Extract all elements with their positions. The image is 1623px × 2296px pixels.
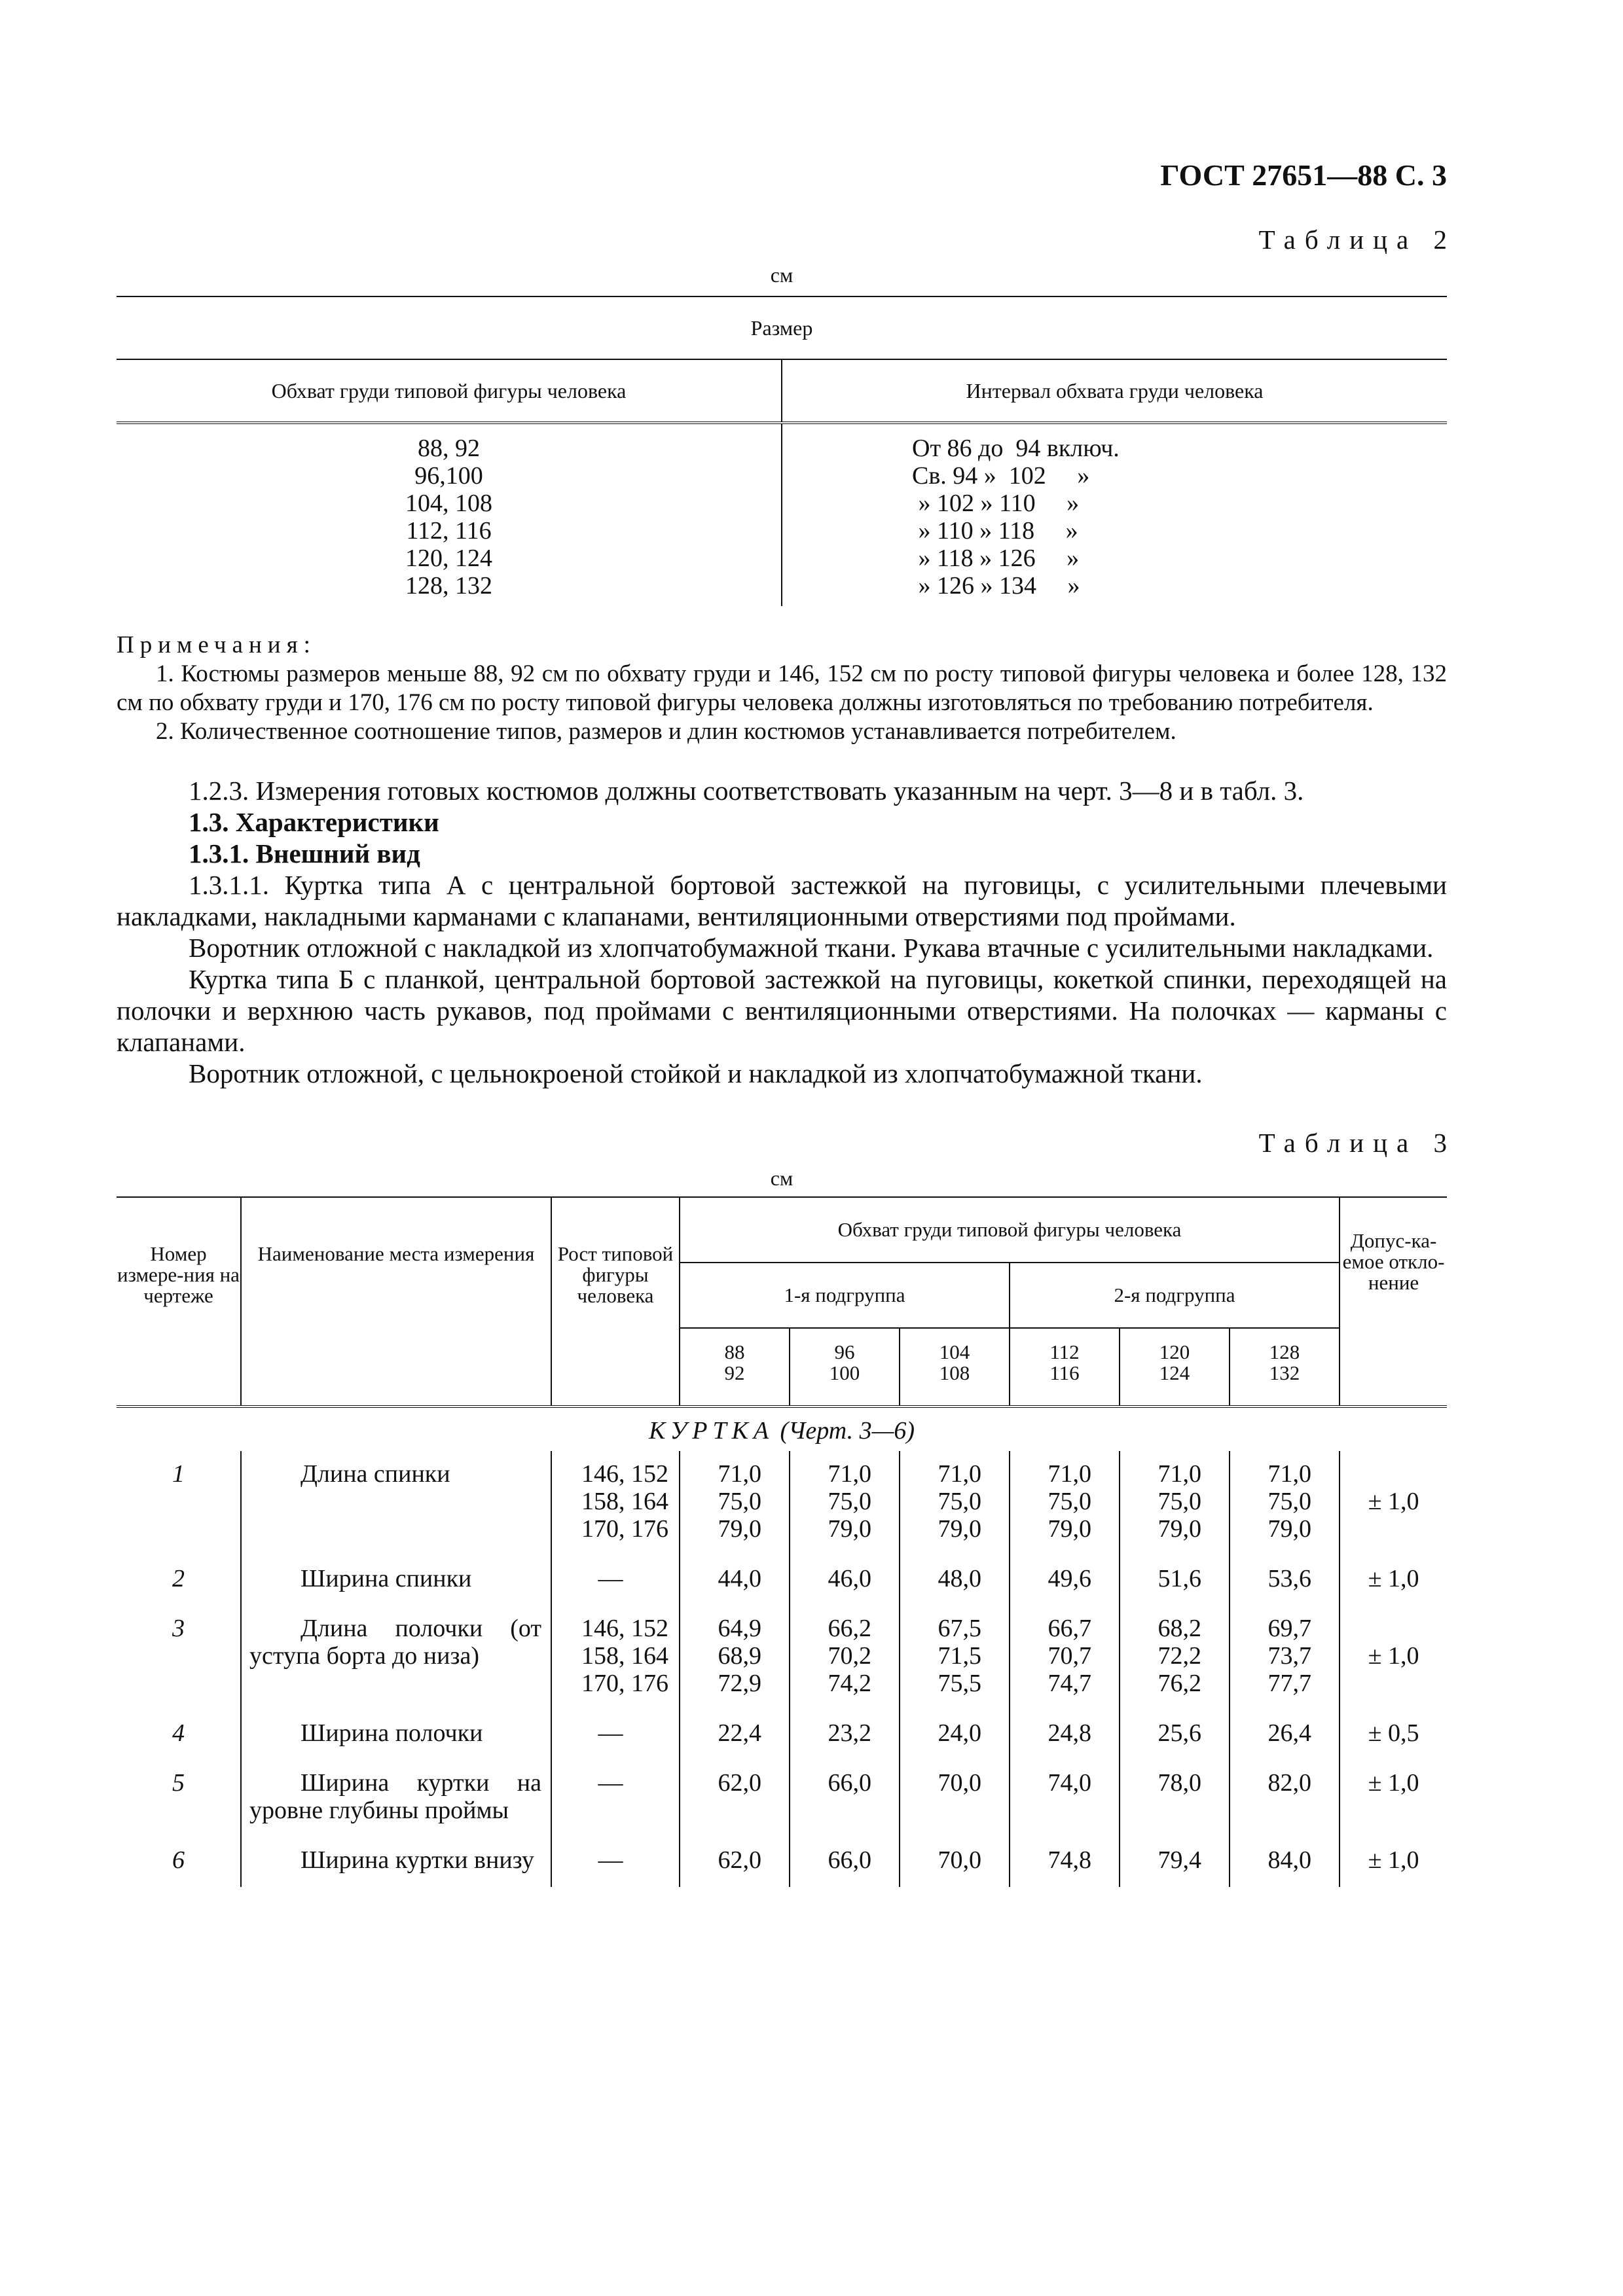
value-cell	[1010, 1837, 1120, 1887]
value: 79,0	[938, 1515, 981, 1543]
value: 75,0	[828, 1488, 871, 1515]
height-value: 158, 164	[581, 1642, 668, 1670]
value-cell	[1010, 1605, 1120, 1710]
table3-section-title	[117, 1407, 1447, 1451]
measurement-name-text: Ширина спинки	[301, 1565, 472, 1592]
size-header-120-124	[1120, 1328, 1230, 1407]
document-page	[117, 157, 1456, 1887]
table3-tolerance-header: Допус-ка-емое откло-нение	[1340, 1197, 1447, 1407]
paragraph-collar-a: Воротник отложной с накладкой из хлопчатобумажной ткани. Рукава втачные с усилительными накладками.	[189, 933, 1434, 963]
value: 25,6	[1158, 1719, 1201, 1747]
size-value: 104, 108	[405, 490, 492, 517]
size-header-line: 132	[1269, 1361, 1300, 1384]
value: 66,0	[828, 1769, 871, 1797]
size-header-line: 128	[1269, 1340, 1300, 1363]
table3-chest-header: Обхват груди типовой фигуры человека	[680, 1197, 1340, 1263]
height-value: 158, 164	[581, 1488, 668, 1515]
table2-group-header: Размер	[117, 296, 1447, 359]
measurement-name-text: Ширина куртки внизу	[301, 1846, 534, 1874]
value-cell	[900, 1556, 1010, 1605]
value: 62,0	[718, 1769, 761, 1797]
tolerance-value: ± 1,0	[1340, 1760, 1447, 1837]
value-cell	[790, 1837, 900, 1887]
value: 70,7	[1048, 1642, 1091, 1670]
heading-1-3: 1.3. Характеристики	[189, 807, 439, 837]
value: 84,0	[1267, 1846, 1312, 1874]
value: 51,6	[1158, 1565, 1201, 1592]
value-cell	[680, 1605, 790, 1710]
value-cell	[900, 1710, 1010, 1760]
section-name: КУРТКА	[648, 1417, 775, 1444]
value: 66,2	[828, 1615, 871, 1642]
value: 79,0	[828, 1515, 871, 1543]
tolerance-value: ± 0,5	[1340, 1710, 1447, 1760]
table3-height-header: Рост типовой фигуры человека	[551, 1197, 680, 1407]
measurement-name-text: Длина спинки	[301, 1460, 450, 1488]
interval-value: » 102 » 110 »	[912, 490, 1080, 517]
value: 74,8	[1048, 1846, 1091, 1874]
value-cell	[1120, 1760, 1230, 1837]
table3-num-header: Номер измере-ния на чертеже	[117, 1197, 241, 1407]
height-value: —	[598, 1769, 623, 1797]
section-ref: (Черт. 3—6)	[780, 1417, 915, 1444]
value-cell	[1230, 1556, 1340, 1605]
size-header-line: 120	[1159, 1340, 1190, 1363]
value-cell	[1120, 1605, 1230, 1710]
size-header-line: 116	[1049, 1361, 1080, 1384]
value-cell	[1120, 1556, 1230, 1605]
value-cell	[1010, 1556, 1120, 1605]
paragraph-jacket-b: Куртка типа Б с планкой, центральной бортовой застежкой на пуговицы, кокеткой спинки, переходящей на полочки и верхнюю часть рукавов, под проймами с вентиляционными отверстиями. На полочках — карманы с клапанами.	[117, 964, 1447, 1057]
size-value: 128, 132	[405, 572, 492, 600]
value-cell	[790, 1451, 900, 1556]
value: 70,0	[938, 1846, 981, 1874]
value: 46,0	[828, 1565, 871, 1592]
value-cell	[1010, 1710, 1120, 1760]
tolerance-value: ± 1,0	[1340, 1837, 1447, 1887]
height-cell	[551, 1710, 680, 1760]
value-cell	[1230, 1710, 1340, 1760]
value: 49,6	[1048, 1565, 1091, 1592]
interval-value: » 118 » 126 »	[912, 545, 1080, 572]
tolerance-value: ± 1,0	[1340, 1451, 1447, 1556]
measurement-number: 5	[172, 1769, 185, 1797]
table-row	[117, 1710, 1447, 1760]
value: 71,0	[718, 1460, 761, 1488]
table3-caption: Таблица 3	[1258, 1128, 1456, 1158]
notes-title: Примечания:	[117, 632, 316, 658]
value: 48,0	[938, 1565, 981, 1592]
value: 75,0	[1158, 1488, 1201, 1515]
interval-value: » 110 » 118 »	[912, 517, 1078, 545]
measurement-number: 1	[172, 1460, 185, 1488]
table-row	[117, 1760, 1447, 1837]
value: 71,0	[1048, 1460, 1091, 1488]
height-cell	[551, 1556, 680, 1605]
value: 79,0	[718, 1515, 761, 1543]
value: 82,0	[1267, 1769, 1312, 1797]
size-value: 120, 124	[405, 545, 492, 572]
value: 74,2	[828, 1670, 871, 1697]
value: 71,0	[938, 1460, 981, 1488]
size-value: 96,100	[414, 462, 483, 490]
table2-unit: см	[770, 263, 793, 287]
measurement-name	[241, 1451, 551, 1556]
height-cell	[551, 1837, 680, 1887]
value: 68,2	[1158, 1615, 1201, 1642]
value-cell	[680, 1451, 790, 1556]
table2-col2-header: Интервал обхвата груди человека	[782, 359, 1447, 423]
value-cell	[1120, 1837, 1230, 1887]
measurement-name-text: Ширина куртки на уровне глубины проймы	[249, 1769, 541, 1824]
size-value: 88, 92	[418, 435, 480, 462]
value: 76,2	[1158, 1670, 1201, 1697]
note-2: 2. Количественное соотношение типов, размеров и длин костюмов устанавливается потребителем.	[156, 718, 1176, 745]
value-cell	[680, 1710, 790, 1760]
value: 62,0	[718, 1846, 761, 1874]
size-header-128-132	[1230, 1328, 1340, 1407]
value: 71,5	[938, 1642, 981, 1670]
height-value: —	[598, 1565, 623, 1592]
value: 78,0	[1158, 1769, 1201, 1797]
tolerance-value: ± 1,0	[1340, 1605, 1447, 1710]
value: 24,0	[938, 1719, 981, 1747]
height-cell	[551, 1451, 680, 1556]
measurement-name-text: Длина полочки (от уступа борта до низа)	[249, 1615, 541, 1670]
value: 71,0	[828, 1460, 871, 1488]
value-cell	[790, 1710, 900, 1760]
value-cell	[790, 1760, 900, 1837]
value: 66,7	[1048, 1615, 1091, 1642]
height-cell	[551, 1760, 680, 1837]
value: 23,2	[828, 1719, 871, 1747]
interval-value: Св. 94 » 102 »	[912, 462, 1090, 490]
value: 64,9	[718, 1615, 761, 1642]
height-value: 170, 176	[581, 1670, 668, 1697]
value-cell	[900, 1760, 1010, 1837]
value: 72,9	[718, 1670, 761, 1697]
value: 74,0	[1048, 1769, 1091, 1797]
value-cell	[1230, 1451, 1340, 1556]
table-row	[117, 1451, 1447, 1556]
notes	[117, 631, 1447, 746]
height-value: 146, 152	[581, 1615, 668, 1642]
table-row	[117, 1605, 1447, 1710]
value: 74,7	[1048, 1670, 1091, 1697]
table3-subgroup-1: 1-я подгруппа	[680, 1263, 1010, 1328]
size-header-line: 96	[834, 1340, 855, 1363]
value: 66,0	[828, 1846, 871, 1874]
table2-caption: Таблица 2	[1258, 224, 1456, 255]
height-value: 146, 152	[581, 1460, 668, 1488]
table3-name-header: Наименование места измерения	[241, 1197, 551, 1407]
size-header-112-116	[1010, 1328, 1120, 1407]
value-cell	[790, 1605, 900, 1710]
value: 26,4	[1267, 1719, 1312, 1747]
value-cell	[900, 1451, 1010, 1556]
tolerance-value: ± 1,0	[1340, 1556, 1447, 1605]
measurement-name	[241, 1837, 551, 1887]
interval-value: От 86 до 94 включ.	[912, 435, 1120, 462]
size-header-line: 108	[939, 1361, 970, 1384]
note-1: 1. Костюмы размеров меньше 88, 92 см по обхвату груди и 146, 152 см по росту типовой фигуры человека и более 128, 132 см по обхвату груди и 170, 176 см по росту типовой фигуры человека должны изготовляться по требованию потребителя.	[117, 660, 1447, 716]
measurement-number: 3	[172, 1615, 185, 1642]
value: 79,0	[1048, 1515, 1091, 1543]
table2-col1-header: Обхват груди типовой фигуры человека	[117, 359, 782, 423]
value: 70,0	[938, 1769, 981, 1797]
value: 53,6	[1267, 1565, 1312, 1592]
value: 24,8	[1048, 1719, 1091, 1747]
page-header: ГОСТ 27651—88 С. 3	[1160, 158, 1447, 192]
value-cell	[1230, 1605, 1340, 1710]
size-header-88-92	[680, 1328, 790, 1407]
value: 68,9	[718, 1642, 761, 1670]
value-cell	[680, 1760, 790, 1837]
value: 22,4	[718, 1719, 761, 1747]
value-cell	[1010, 1451, 1120, 1556]
table2-intervals-cell	[782, 423, 1447, 606]
heading-1-3-1: 1.3.1. Внешний вид	[189, 838, 420, 869]
value: 73,7	[1267, 1642, 1312, 1670]
measurement-name	[241, 1605, 551, 1710]
value-cell	[1010, 1760, 1120, 1837]
size-header-96-100	[790, 1328, 900, 1407]
value: 75,0	[1048, 1488, 1091, 1515]
measurement-number: 2	[172, 1565, 185, 1592]
measurement-number: 6	[172, 1846, 185, 1874]
measurement-name	[241, 1556, 551, 1605]
height-value: 170, 176	[581, 1515, 668, 1543]
table3-subgroup-2: 2-я подгруппа	[1010, 1263, 1340, 1328]
measurement-name	[241, 1760, 551, 1837]
size-header-line: 124	[1159, 1361, 1190, 1384]
value: 72,2	[1158, 1642, 1201, 1670]
value-cell	[1120, 1710, 1230, 1760]
table2	[117, 296, 1447, 606]
interval-value: » 126 » 134 »	[912, 572, 1080, 600]
value: 75,0	[718, 1488, 761, 1515]
height-value: —	[598, 1846, 623, 1874]
size-header-104-108	[900, 1328, 1010, 1407]
paragraph-1-3-1-1: 1.3.1.1. Куртка типа А с центральной бортовой застежкой на пуговицы, с усилительными плечевыми накладками, накладными карманами с клапанами, вентиляционными отверстиями под проймами.	[117, 870, 1447, 931]
value: 69,7	[1267, 1615, 1312, 1642]
value: 77,7	[1267, 1670, 1312, 1697]
table3-unit: см	[770, 1166, 793, 1190]
value-cell	[1230, 1760, 1340, 1837]
value-cell	[1120, 1451, 1230, 1556]
size-header-line: 88	[724, 1340, 745, 1363]
value-cell	[790, 1556, 900, 1605]
value: 70,2	[828, 1642, 871, 1670]
body-text	[117, 775, 1447, 1089]
value: 79,0	[1158, 1515, 1201, 1543]
value: 79,4	[1158, 1846, 1201, 1874]
height-cell	[551, 1605, 680, 1710]
measurement-name-text: Ширина полочки	[301, 1719, 483, 1747]
value: 75,0	[938, 1488, 981, 1515]
height-value: —	[598, 1719, 623, 1747]
value: 44,0	[718, 1565, 761, 1592]
table2-sizes-cell	[117, 423, 782, 606]
value-cell	[900, 1605, 1010, 1710]
value-cell	[680, 1837, 790, 1887]
value: 71,0	[1158, 1460, 1201, 1488]
size-value: 112, 116	[406, 517, 492, 545]
table-row	[117, 1837, 1447, 1887]
measurement-name	[241, 1710, 551, 1760]
value: 67,5	[938, 1615, 981, 1642]
measurement-number: 4	[172, 1719, 185, 1747]
paragraph-collar-b: Воротник отложной, с цельнокроеной стойкой и накладкой из хлопчатобумажной ткани.	[189, 1058, 1203, 1088]
value: 71,0	[1267, 1460, 1312, 1488]
size-header-line: 100	[829, 1361, 860, 1384]
size-header-line: 92	[724, 1361, 745, 1384]
value-cell	[1230, 1837, 1340, 1887]
value: 75,5	[938, 1670, 981, 1697]
table-row	[117, 1556, 1447, 1605]
size-header-line: 112	[1049, 1340, 1080, 1363]
table3	[117, 1196, 1447, 1887]
paragraph-1-2-3: 1.2.3. Измерения готовых костюмов должны соответствовать указанным на черт. 3—8 и в табл. 3.	[189, 776, 1304, 806]
value: 75,0	[1267, 1488, 1312, 1515]
size-header-line: 104	[939, 1340, 970, 1363]
value-cell	[900, 1837, 1010, 1887]
value-cell	[680, 1556, 790, 1605]
value: 79,0	[1267, 1515, 1312, 1543]
